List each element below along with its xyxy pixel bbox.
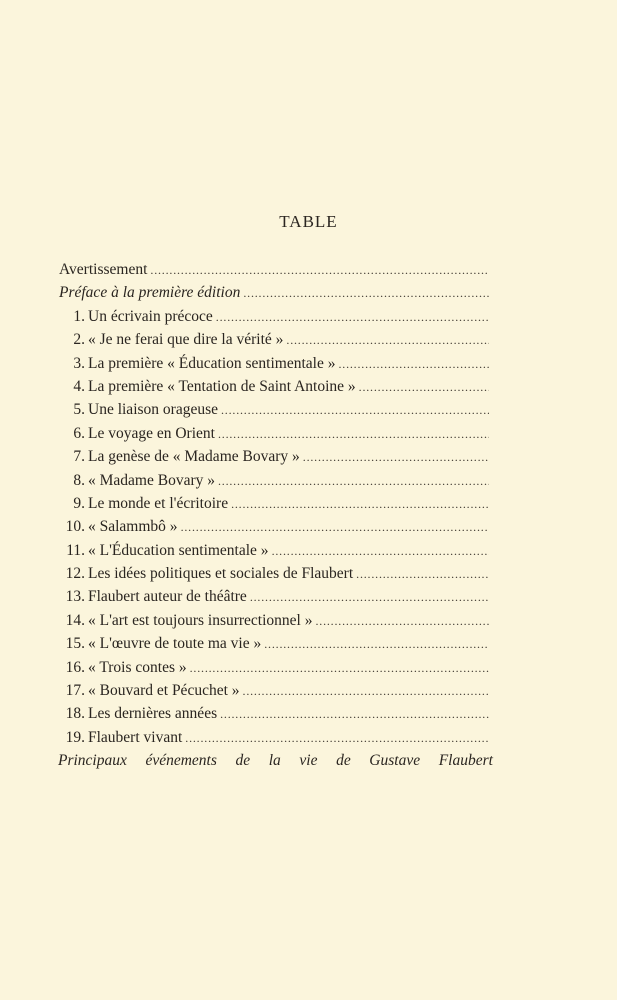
toc-entry-label: Les idées politiques et sociales de Flaubert	[88, 565, 354, 583]
closing-entry-word: la	[268, 752, 281, 770]
toc-entry-number: 4.	[73, 377, 85, 395]
toc-entry	[58, 305, 489, 328]
toc-entry-label: « Je ne ferai que dire la vérité »	[88, 331, 284, 349]
toc-entry-label: La genèse de « Madame Bovary »	[88, 448, 300, 466]
toc-entry	[58, 585, 489, 608]
toc-entry-number: 3.	[73, 354, 85, 372]
toc-entry	[58, 656, 489, 679]
toc-entry	[58, 492, 489, 515]
toc-entry-label: Préface à la première édition	[59, 284, 241, 302]
closing-entry-word: Principaux	[58, 752, 127, 770]
toc-entry-number: 8.	[73, 471, 85, 489]
toc-entry	[58, 422, 489, 445]
toc-entry-number: 6.	[73, 424, 85, 442]
toc-closing-entry	[58, 749, 493, 772]
dot-leader	[250, 586, 489, 609]
dot-leader	[218, 423, 489, 446]
toc-entry-number: 10.	[65, 518, 85, 536]
closing-entry-word: de	[336, 752, 351, 770]
toc-entry-number: 2.	[73, 331, 85, 349]
toc-entry	[58, 352, 489, 375]
toc-entry-label: « Madame Bovary »	[88, 471, 215, 489]
toc-entry-label: « Salammbô »	[88, 518, 178, 536]
toc-entry-label: « L'œuvre de toute ma vie »	[88, 635, 262, 653]
toc-entry-number: 1.	[73, 307, 85, 325]
toc-entry	[58, 609, 489, 632]
dot-leader	[190, 657, 489, 680]
toc-entry-label: Le monde et l'écritoire	[88, 494, 229, 512]
toc-entry	[58, 562, 489, 585]
toc-entry-number: 15.	[65, 635, 85, 653]
toc-entry	[58, 258, 489, 281]
dot-leader	[220, 703, 489, 726]
toc-entry-number: 14.	[65, 611, 85, 629]
page-title: TABLE	[279, 212, 338, 231]
toc-entry	[58, 515, 489, 538]
dot-leader	[303, 446, 489, 469]
closing-entry-word: de	[235, 752, 251, 770]
dot-leader	[243, 680, 489, 703]
dot-leader	[218, 470, 489, 493]
toc-entry	[58, 328, 489, 351]
toc-entry-label: La première « Éducation sentimentale »	[88, 354, 336, 372]
dot-leader	[338, 353, 489, 376]
dot-leader	[185, 727, 489, 750]
toc-entry	[58, 398, 489, 421]
toc-entry-label: « L'art est toujours insurrectionnel »	[88, 611, 313, 629]
toc-entry-label: Avertissement	[59, 261, 148, 278]
toc-entry	[58, 702, 489, 725]
toc-entry-label: Les dernières années	[88, 705, 218, 723]
toc-entry-number: 18.	[65, 705, 85, 723]
toc-entry-number: 13.	[65, 588, 85, 606]
toc-entry-label: Le voyage en Orient	[88, 424, 215, 442]
toc-entry	[58, 539, 489, 562]
toc-entry-label: La première « Tentation de Saint Antoine »	[88, 377, 356, 395]
closing-entry-word: Gustave	[369, 752, 421, 770]
dot-leader	[359, 376, 489, 399]
toc-entry-label: Flaubert vivant	[88, 728, 183, 746]
dot-leader	[216, 306, 489, 329]
dot-leader	[231, 493, 489, 516]
dot-leader	[272, 540, 489, 563]
toc-entry-number: 17.	[65, 682, 85, 700]
dot-leader	[221, 399, 489, 422]
toc-entry-number: 19.	[65, 728, 85, 746]
toc-entry	[58, 632, 489, 655]
toc-entry	[58, 445, 489, 468]
toc-entry-number: 16.	[65, 658, 85, 676]
toc-entry-number: 9.	[73, 494, 85, 512]
toc-entry	[58, 679, 489, 702]
dot-leader	[181, 516, 489, 539]
toc-entry-label: « Bouvard et Pécuchet »	[88, 682, 240, 700]
toc-entry-label: Une liaison orageuse	[88, 401, 218, 419]
toc-entry-number: 11.	[66, 541, 85, 559]
closing-entry-word: événements	[145, 752, 217, 770]
toc-entry-label: « Trois contes »	[88, 658, 187, 676]
toc-entry-label: « L'Éducation sentimentale »	[88, 541, 269, 559]
dot-leader	[150, 259, 489, 282]
closing-entry-word: Flaubert	[438, 752, 493, 770]
dot-leader	[286, 329, 489, 352]
dot-leader	[315, 610, 489, 633]
dot-leader	[264, 633, 489, 656]
table-of-contents	[58, 258, 493, 773]
closing-entry-word: vie	[299, 752, 318, 770]
toc-entry-number: 5.	[73, 401, 85, 419]
dot-leader	[243, 282, 489, 305]
toc-entry	[58, 281, 489, 304]
dot-leader	[356, 563, 489, 586]
toc-entry-number: 7.	[73, 448, 85, 466]
toc-entry-number: 12.	[65, 565, 85, 583]
toc-entry-label: Flaubert auteur de théâtre	[88, 588, 247, 606]
toc-entry	[58, 726, 489, 749]
toc-entry	[58, 469, 489, 492]
toc-entry	[58, 375, 489, 398]
toc-entry-label: Un écrivain précoce	[88, 307, 213, 325]
